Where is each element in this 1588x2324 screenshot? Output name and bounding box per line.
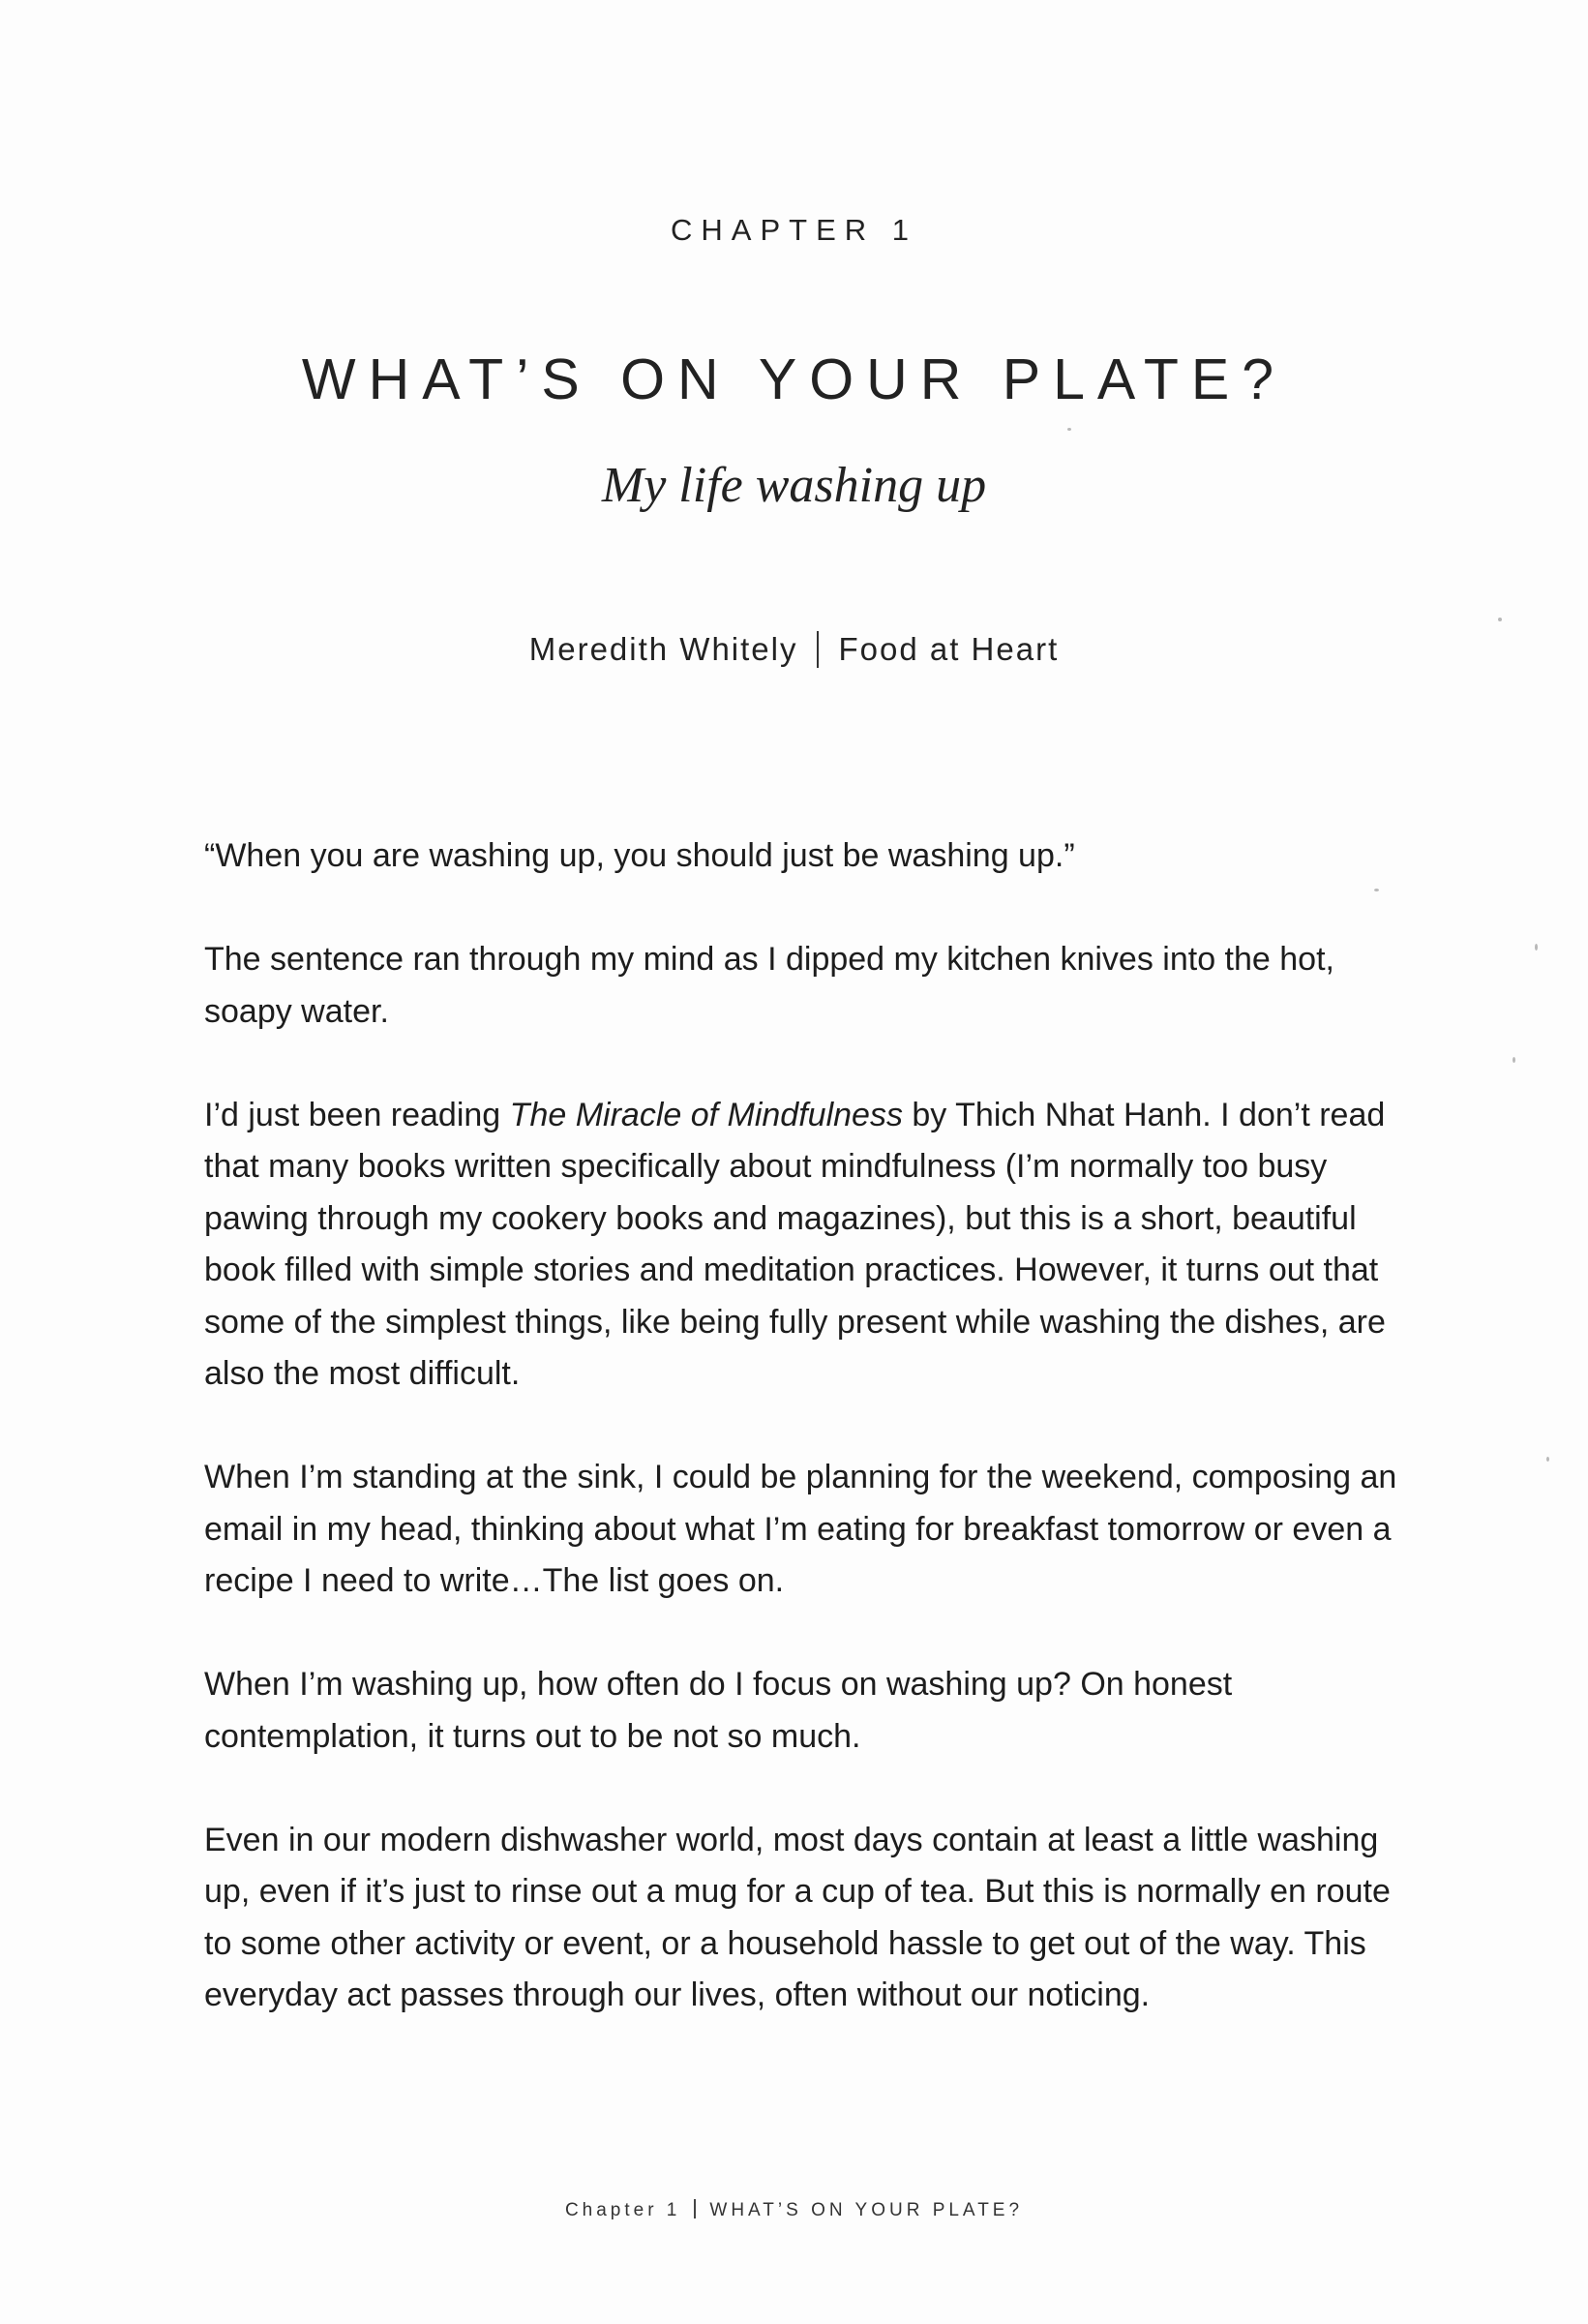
paragraph-4: When I’m standing at the sink, I could be planning for the weekend, composing an email in my head, thinking about what I’m eating for breakfast tomorrow or even a recipe I need to write…The list goes on. — [204, 1459, 1397, 1599]
scan-speck — [1067, 428, 1071, 431]
scan-speck — [1513, 1057, 1515, 1063]
scan-speck — [1498, 618, 1502, 621]
book-title: The Miracle of Mindfulness — [509, 1096, 903, 1133]
chapter-label: CHAPTER 1 — [671, 213, 917, 247]
paragraph-2: The sentence ran through my mind as I dipped my kitchen knives into the hot, soapy water. — [204, 941, 1334, 1030]
scan-speck — [1546, 1457, 1549, 1462]
paragraph-6: Even in our modern dishwasher world, most days contain at least a little washing up, even if it’s just to rinse out a mug for a cup of tea. But this is normally en route to some other activity or event, or a household hassle to get out of the way. This everyday act passes through our lives, often without our noticing. — [204, 1821, 1391, 2013]
chapter-title: WHAT’S ON YOUR PLATE? — [301, 347, 1287, 411]
author-name: Meredith Whitely — [528, 631, 798, 667]
paragraph-5: When I’m washing up, how often do I focus on washing up? On honest contemplation, it turns out to be not so much. — [204, 1666, 1233, 1755]
paragraph-1: “When you are washing up, you should just be washing up.” — [204, 837, 1075, 874]
scan-speck — [1374, 889, 1379, 891]
footer-title: WHAT’S ON YOUR PLATE? — [709, 2200, 1024, 2220]
byline — [0, 631, 1588, 668]
running-footer — [0, 2199, 1588, 2221]
paragraph-3-rest: by Thich Nhat Hanh. I don’t read that many books written specifically about mindfulness (I’m normally too busy pawing through my cookery books and magazines), but this is a short, beautiful book filled with simple stories and meditation practices. However, it turns out that some of the simplest things, like being fully present while washing the dishes, are also the most difficult. — [204, 1096, 1386, 1392]
scan-speck — [1535, 944, 1538, 951]
paragraph-3 — [204, 1090, 1404, 1401]
body-text — [204, 830, 1404, 2073]
paragraph-3-intro: I’d just been reading — [204, 1096, 510, 1133]
byline-divider — [817, 631, 819, 668]
chapter-subtitle: My life washing up — [601, 458, 987, 513]
footer-chapter: Chapter 1 — [564, 2200, 681, 2220]
footer-divider — [694, 2199, 696, 2218]
organization-name: Food at Heart — [838, 631, 1060, 667]
